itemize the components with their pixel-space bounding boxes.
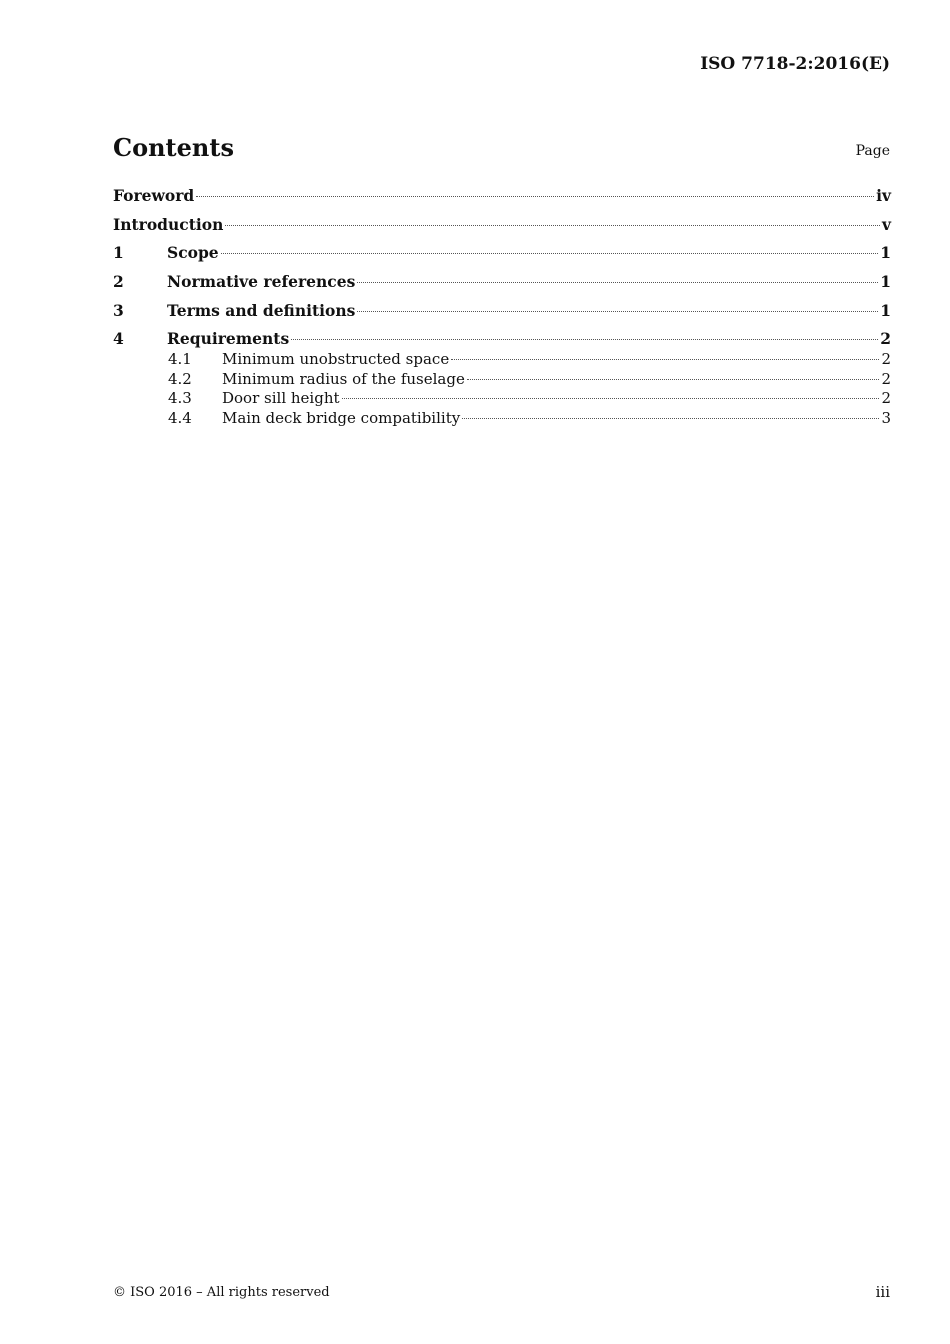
table-of-contents: [113, 186, 891, 428]
toc-entry-door-sill-height[interactable]: [113, 389, 891, 409]
toc-leader-dots: [451, 358, 879, 360]
toc-entry-page: 2: [880, 329, 891, 349]
toc-entry-title: Minimum unobstructed space: [222, 350, 450, 369]
toc-entry-minimum-unobstructed-space[interactable]: [113, 350, 891, 370]
toc-entry-number: 2: [113, 272, 124, 292]
toc-entry-title: Minimum radius of the fuselage: [222, 369, 465, 388]
toc-entry-title: Main deck bridge compatibility: [222, 408, 461, 427]
toc-entry-number: 4.3: [168, 389, 192, 408]
toc-entry-normative-references[interactable]: [113, 272, 891, 301]
toc-leader-dots: [342, 397, 880, 399]
toc-entry-number: 4.4: [168, 408, 192, 427]
toc-entry-minimum-radius-of-fuselage[interactable]: [113, 370, 891, 390]
toc-leader-dots: [357, 310, 878, 312]
toc-entry-title: Requirements: [167, 329, 290, 349]
toc-entry-title: Door sill height: [222, 389, 340, 408]
page-column-label: Page: [855, 143, 890, 159]
toc-entry-page: 1: [880, 272, 891, 292]
toc-entry-foreword[interactable]: [113, 186, 891, 215]
toc-leader-dots: [357, 281, 878, 283]
toc-entry-number: 4.2: [168, 369, 192, 388]
toc-entry-page: 1: [880, 243, 891, 263]
toc-leader-dots: [462, 417, 879, 419]
toc-entry-title: Introduction: [113, 214, 224, 234]
toc-entry-terms-and-definitions[interactable]: [113, 301, 891, 330]
toc-leader-dots: [225, 224, 880, 226]
toc-entry-title: Foreword: [113, 186, 195, 205]
toc-entry-number: 4.1: [168, 350, 192, 369]
toc-entry-scope[interactable]: [113, 243, 891, 272]
toc-entry-page: v: [881, 214, 891, 234]
toc-entry-page: 2: [881, 389, 891, 408]
toc-entry-page: 2: [881, 350, 891, 369]
toc-entry-number: 3: [113, 300, 124, 320]
toc-entry-page: iv: [876, 186, 891, 205]
toc-entry-page: 3: [881, 408, 891, 427]
header-document-id: ISO 7718-2:2016(E): [700, 54, 890, 74]
toc-entry-page: 1: [880, 300, 891, 320]
toc-entry-number: 1: [113, 243, 124, 263]
toc-entry-title: Terms and definitions: [167, 300, 356, 320]
toc-entry-title: Normative references: [167, 272, 356, 292]
toc-entry-main-deck-bridge-compatibility[interactable]: [113, 409, 891, 429]
toc-leader-dots: [467, 378, 880, 380]
contents-title: Contents: [113, 133, 234, 162]
footer-page-number: iii: [875, 1283, 890, 1301]
toc-leader-dots: [291, 338, 878, 340]
footer-copyright: © ISO 2016 – All rights reserved: [113, 1285, 330, 1300]
toc-entry-number: 4: [113, 329, 124, 349]
toc-leader-dots: [221, 252, 879, 254]
toc-entry-page: 2: [881, 369, 891, 388]
toc-leader-dots: [196, 195, 874, 197]
toc-entry-introduction[interactable]: [113, 215, 891, 244]
toc-entry-title: Scope: [167, 243, 219, 263]
